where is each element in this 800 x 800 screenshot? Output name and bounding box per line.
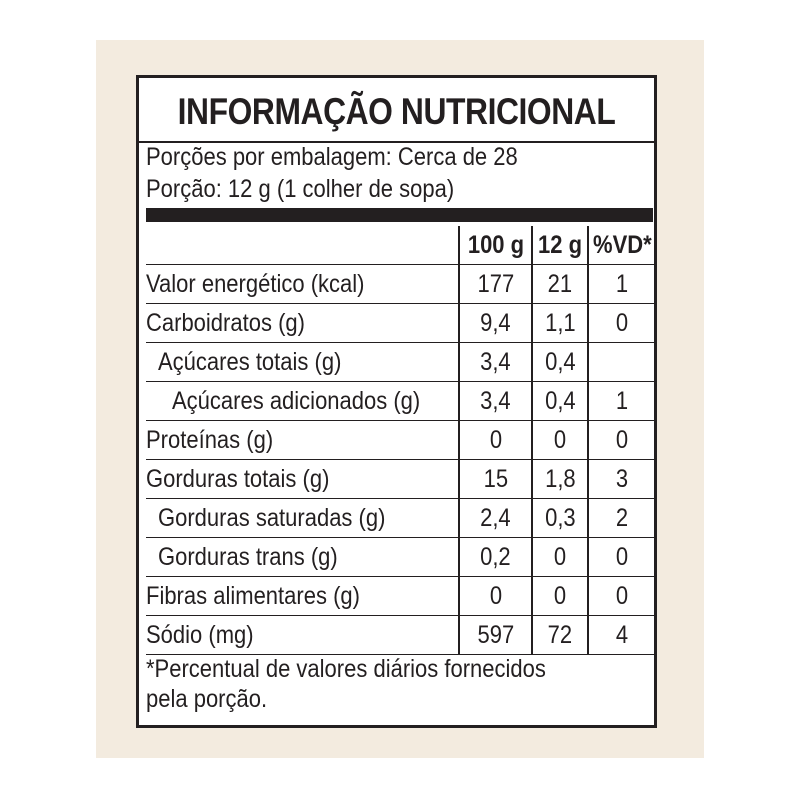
value-serving: 1,8: [532, 460, 588, 499]
nutrient-name: Gorduras saturadas (g): [146, 499, 459, 538]
nutrient-name: Carboidratos (g): [146, 304, 459, 343]
value-dv: 0: [588, 538, 655, 577]
nutrient-name: Açúcares adicionados (g): [146, 382, 459, 421]
value-100g: 0: [459, 577, 532, 616]
table-row: [146, 577, 655, 616]
table-row: [146, 421, 655, 460]
value-100g: 0: [459, 421, 532, 460]
table-row: [146, 499, 655, 538]
table-row: [146, 538, 655, 577]
value-dv: 0: [588, 304, 655, 343]
column-header-dv: %VD*: [588, 226, 655, 265]
value-serving: 21: [532, 265, 588, 304]
value-100g: 15: [459, 460, 532, 499]
value-serving: 1,1: [532, 304, 588, 343]
thick-divider: [146, 208, 653, 222]
header-blank-cell: [146, 226, 459, 265]
value-100g: 597: [459, 616, 532, 655]
table-header-row: [146, 226, 655, 265]
table-row: [146, 343, 655, 382]
value-serving: 0,3: [532, 499, 588, 538]
value-serving: 0,4: [532, 343, 588, 382]
value-serving: 0,4: [532, 382, 588, 421]
table-row: [146, 382, 655, 421]
footnote: [146, 654, 546, 714]
nutrient-name: Fibras alimentares (g): [146, 577, 459, 616]
table-row: [146, 265, 655, 304]
value-dv: 2: [588, 499, 655, 538]
panel-title: INFORMAÇÃO NUTRICIONAL: [177, 91, 616, 132]
nutrient-name: Açúcares totais (g): [146, 343, 459, 382]
table-row: [146, 304, 655, 343]
value-100g: 2,4: [459, 499, 532, 538]
value-serving: 0: [532, 538, 588, 577]
nutrient-name: Proteínas (g): [146, 421, 459, 460]
value-serving: 72: [532, 616, 588, 655]
value-100g: 0,2: [459, 538, 532, 577]
nutrient-name: Sódio (mg): [146, 616, 459, 655]
footnote-line-1: *Percentual de valores diários fornecidos: [146, 655, 546, 683]
nutrient-name: Valor energético (kcal): [146, 265, 459, 304]
column-header-serving: 12 g: [532, 226, 588, 265]
table-row: [146, 460, 655, 499]
value-dv: 1: [588, 265, 655, 304]
nutrient-name: Gorduras trans (g): [146, 538, 459, 577]
column-header-100g: 100 g: [459, 226, 532, 265]
value-dv: 4: [588, 616, 655, 655]
footnote-line-2: pela porção.: [146, 685, 268, 713]
value-dv: 1: [588, 382, 655, 421]
value-serving: 0: [532, 577, 588, 616]
value-dv: 0: [588, 421, 655, 460]
value-100g: 9,4: [459, 304, 532, 343]
value-100g: 3,4: [459, 382, 532, 421]
table-row: [146, 616, 655, 655]
value-100g: 177: [459, 265, 532, 304]
serving-size: Porção: 12 g (1 colher de sopa): [146, 175, 455, 203]
nutrition-table: [146, 226, 655, 655]
nutrition-facts-panel: [136, 75, 657, 728]
value-dv: 0: [588, 577, 655, 616]
value-dv: 3: [588, 460, 655, 499]
value-dv: [588, 343, 655, 382]
value-serving: 0: [532, 421, 588, 460]
value-100g: 3,4: [459, 343, 532, 382]
servings-per-package: Porções por embalagem: Cerca de 28: [146, 143, 518, 171]
nutrient-name: Gorduras totais (g): [146, 460, 459, 499]
